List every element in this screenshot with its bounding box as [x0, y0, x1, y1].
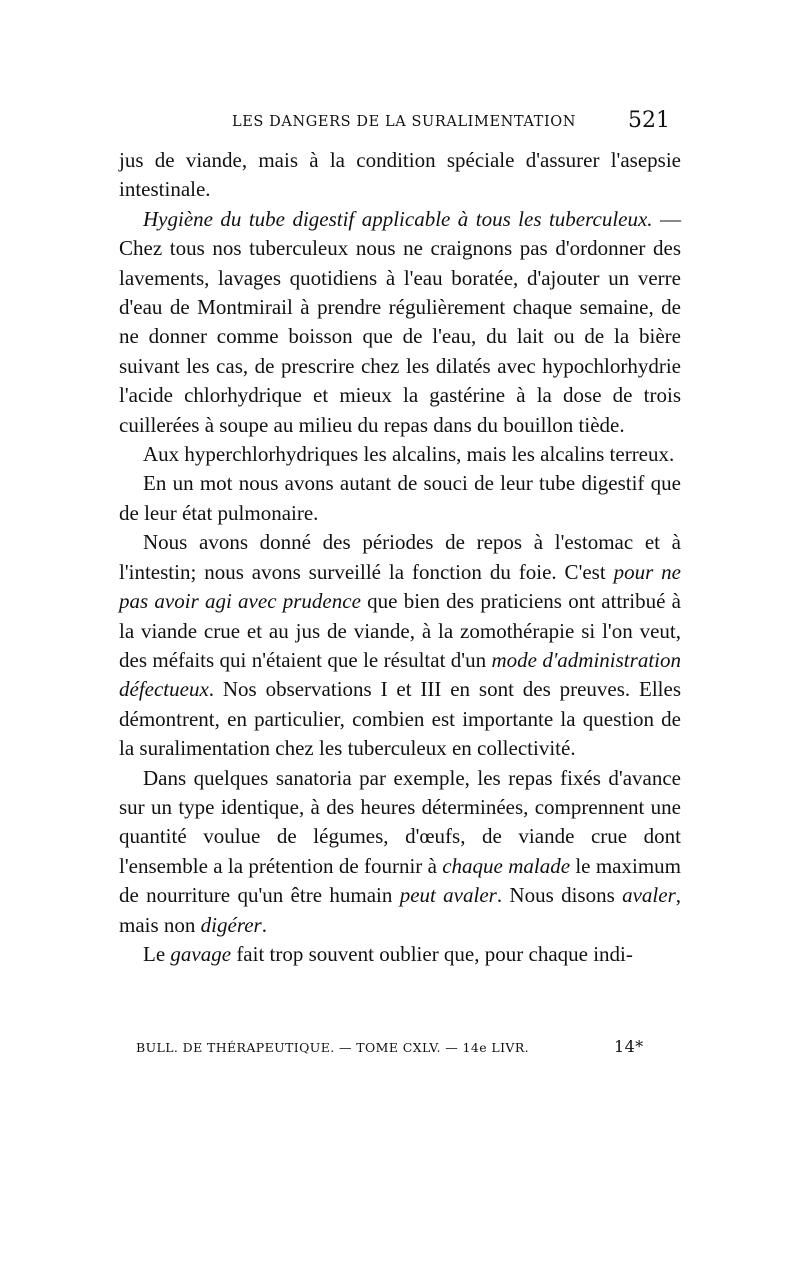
italic-text: peut avaler: [399, 883, 497, 908]
text-run: Dans quelques sanatoria par exemple, les repas fixés d'avance sur un type identique, à des heures déterminées, comprennent une quantité voulue de légumes, d'œufs, de viande crue dont l'ensemble a la prétention de fournir à: [119, 765, 681, 878]
text-run: . Nous disons: [496, 883, 623, 908]
italic-text: Hygiène du tube digestif applicable à tous les tuberculeux.: [143, 206, 653, 231]
paragraph: [119, 205, 681, 440]
italic-text: avaler: [622, 883, 676, 908]
italic-text: mode d'administration défectueux: [119, 647, 681, 702]
footer: [136, 1037, 686, 1056]
text-run: — Chez tous nos tuberculeux nous ne craignons pas d'ordonner des lavements, lavages quotidiens à l'eau boratée, d'ajouter un verre d'eau de Montmirail à prendre régulièrement chaque semaine, de ne donner comme boisson que de l'eau, du lait ou de la bière suivant les cas, de prescrire chez les dilatés avec hypochlorhydrie l'acide chlorhydrique et mieux la gastérine à la dose de trois cuillerées à soupe au milieu du repas dans du bouillon tiède.: [119, 206, 682, 437]
footer-line: BULL. DE THÉRAPEUTIQUE. — TOME CXLV. — 14e LIVR.: [136, 1040, 530, 1055]
text-run: . Nos observations I et III en sont des preuves. Elles démontrent, en particulier, combien est importante la question de la suralimentation chez les tuberculeux en collectivité.: [119, 677, 681, 761]
signature-mark: 14*: [614, 1037, 644, 1056]
italic-text: chaque malade: [442, 853, 571, 878]
text-run: le maximum de nourriture qu'un être humain: [119, 853, 681, 908]
italic-text: pour ne pas avoir agi avec prudence: [119, 559, 681, 614]
italic-text: digérer: [200, 912, 262, 937]
text-run: Nous avons donné des périodes de repos à l'estomac et à l'intestin; nous avons surveillé la fonction du foie. C'est: [119, 530, 681, 584]
paragraph: [119, 440, 681, 469]
paragraph: [119, 146, 681, 205]
text-run: .: [261, 912, 267, 937]
text-run: que bien des praticiens ont attribué à la viande crue et au jus de viande, à la zomothérapie si l'on veut, des méfaits qui n'étaient que le résultat d'un: [119, 589, 681, 672]
paragraph: [119, 764, 681, 940]
page-number: 521: [628, 108, 670, 133]
text-run: En un mot nous avons autant de souci de leur tube digestif que de leur état pulmonaire.: [119, 471, 681, 525]
body-text: [119, 146, 681, 969]
paragraph: [119, 469, 681, 528]
text-run: jus de viande, mais à la condition spéciale d'assurer l'asepsie intestinale.: [119, 148, 681, 202]
running-title: LES DANGERS DE LA SURALIMENTATION: [232, 114, 577, 130]
text-run: Aux hyperchlorhydriques les alcalins, mais les alcalins terreux.: [143, 442, 675, 467]
italic-text: gavage: [170, 941, 232, 966]
text-run: fait trop souvent oublier que, pour chaque indi-: [231, 941, 633, 966]
text-run: , mais non: [119, 883, 681, 937]
paragraph: [119, 940, 681, 969]
text-run: Le: [143, 941, 171, 966]
paragraph: [119, 528, 681, 763]
